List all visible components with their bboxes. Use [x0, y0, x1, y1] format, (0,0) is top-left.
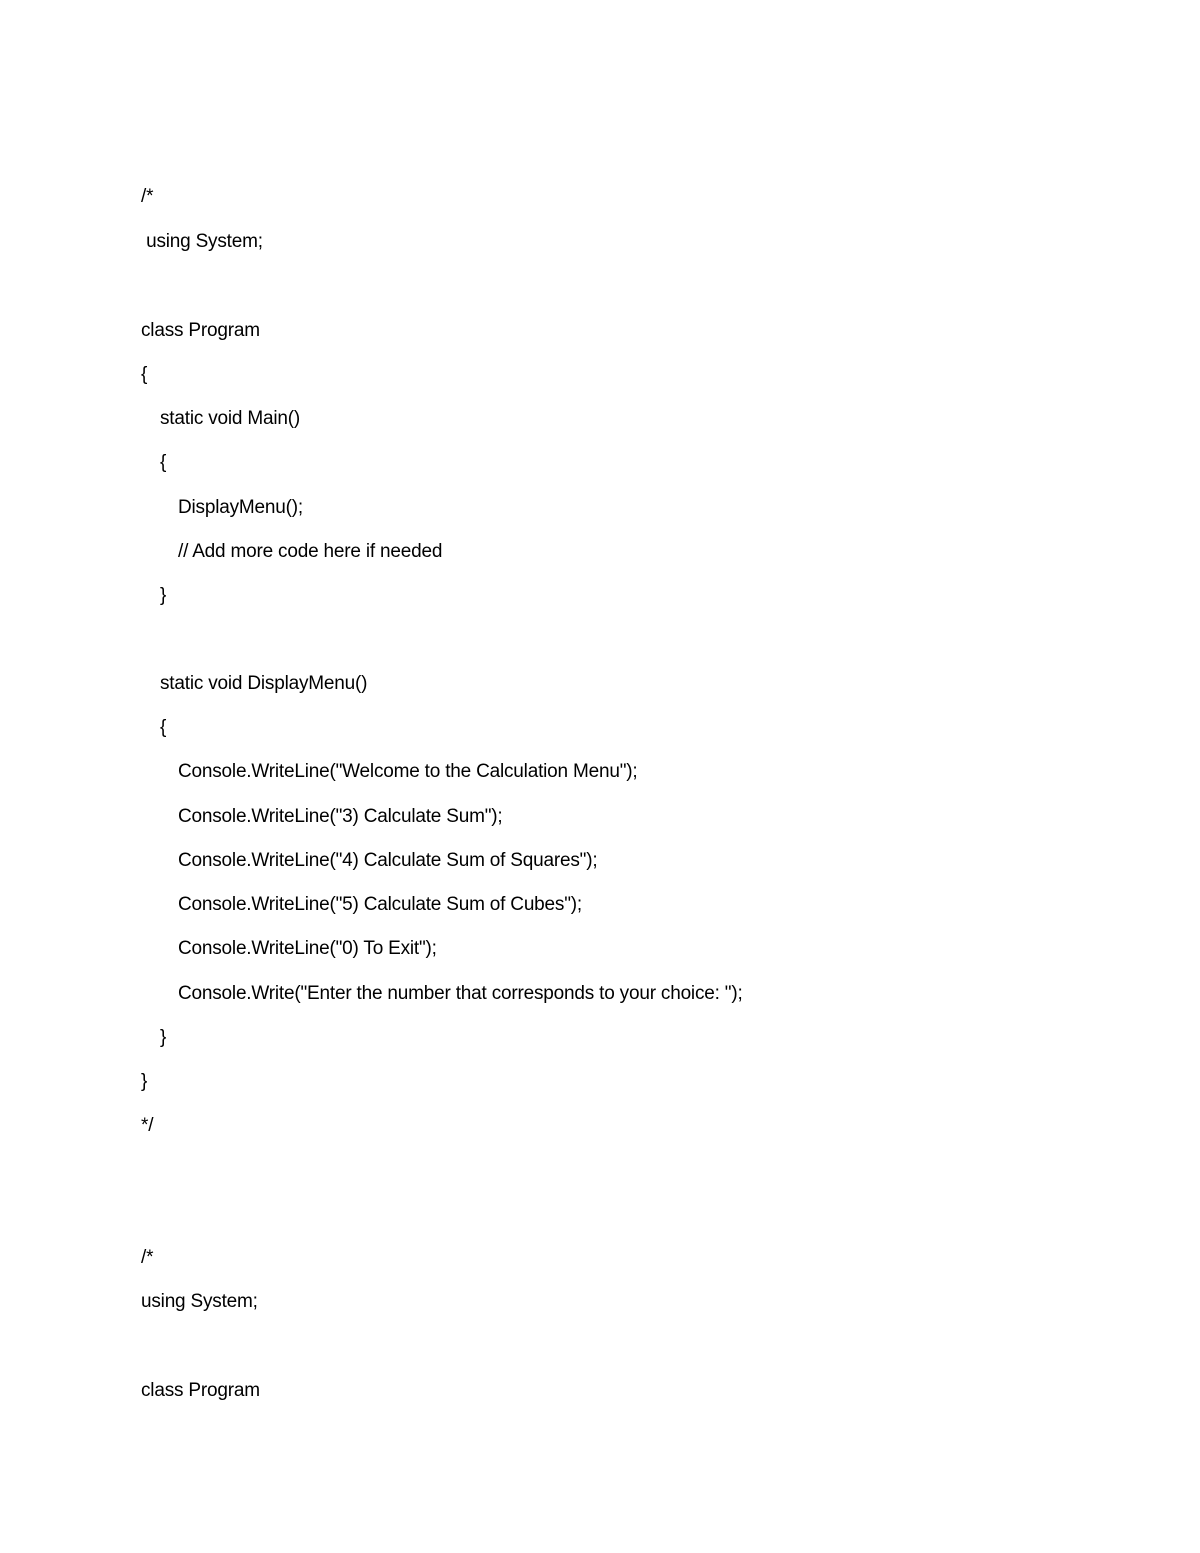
code-line: class Program [141, 320, 260, 341]
code-line: static void Main() [160, 408, 300, 429]
code-line: using System; [141, 1291, 258, 1312]
code-line: { [160, 717, 167, 738]
code-line: Console.WriteLine("3) Calculate Sum"); [178, 806, 503, 827]
code-line: Console.WriteLine("4) Calculate Sum of Squares"); [178, 850, 598, 871]
code-line: { [141, 364, 148, 385]
code-line: Console.WriteLine("5) Calculate Sum of Cubes"); [178, 894, 582, 915]
code-line: } [141, 1071, 148, 1092]
code-line: } [160, 1027, 167, 1048]
code-line: { [160, 452, 167, 473]
code-line: /* [141, 1247, 154, 1268]
code-line: */ [141, 1115, 154, 1136]
code-line: using System; [141, 231, 263, 252]
code-line: Console.WriteLine("0) To Exit"); [178, 938, 437, 959]
code-line: } [160, 585, 167, 606]
code-line: DisplayMenu(); [178, 497, 303, 518]
code-line: /* [141, 186, 154, 207]
code-line: Console.Write("Enter the number that corresponds to your choice: "); [178, 983, 743, 1004]
code-line: Console.WriteLine("Welcome to the Calculation Menu"); [178, 761, 638, 782]
code-line: static void DisplayMenu() [160, 673, 368, 694]
code-line: // Add more code here if needed [178, 541, 443, 562]
code-line: class Program [141, 1380, 260, 1401]
